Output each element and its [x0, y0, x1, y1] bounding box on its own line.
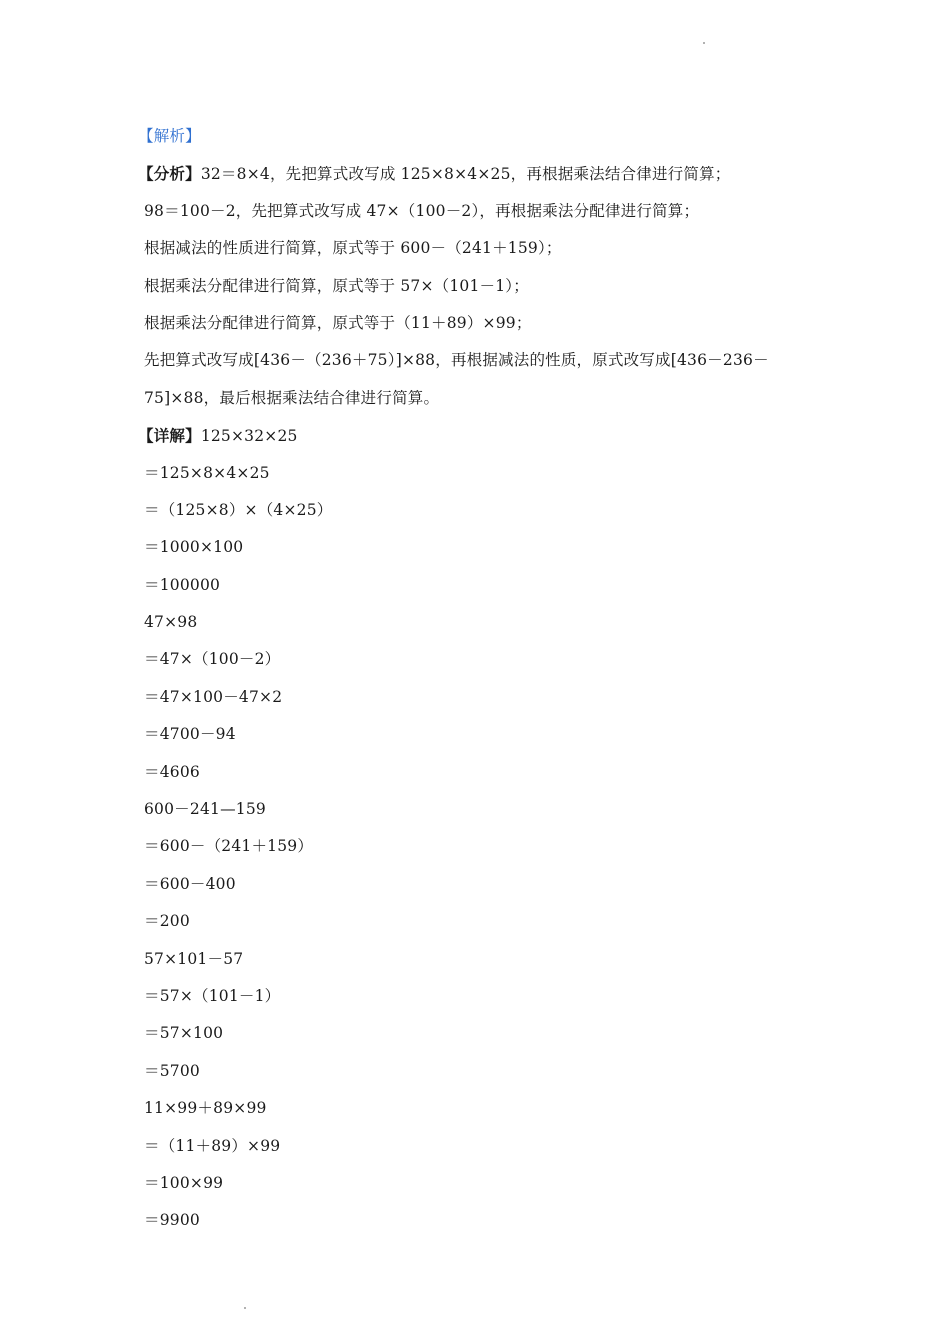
calc-step: ＝4700－94	[144, 725, 236, 744]
calc-step: ＝100000	[144, 575, 221, 594]
calc-step: ＝100×99	[144, 1173, 224, 1192]
calc-step: ＝57×100	[144, 1024, 224, 1043]
analysis-line-4: 根据乘法分配律进行简算，原式等于 57×（101－1）；	[144, 276, 529, 295]
detail-line-1	[138, 417, 804, 454]
footer-mark	[244, 1307, 246, 1309]
calc-step: ＝4606	[144, 762, 200, 781]
calc-step: ＝1000×100	[144, 538, 244, 557]
section-title: 【解析】	[138, 127, 201, 145]
calc-step: 600－241—159	[144, 800, 266, 819]
analysis-line-2: 98＝100－2，先把算式改写成 47×（100－2），再根据乘法分配律进行简算；	[144, 201, 700, 220]
analysis-line-6: 先把算式改写成[436－（236＋75）]×88，再根据减法的性质，原式改写成[436－236－	[144, 351, 769, 370]
calc-step: ＝125×8×4×25	[144, 463, 270, 482]
header-mark	[703, 42, 705, 44]
calc-step: ＝47×（100－2）	[144, 650, 281, 669]
calc-step: 11×99＋89×99	[144, 1099, 267, 1118]
analysis-label: 【分析】	[138, 164, 201, 184]
calc-step: 57×101－57	[144, 949, 244, 968]
detail-first-expression: 125×32×25	[200, 427, 298, 446]
calc-step: ＝（125×8）×（4×25）	[144, 500, 333, 519]
calc-step: ＝200	[144, 912, 190, 931]
calc-step: ＝9900	[144, 1211, 200, 1230]
calc-step: ＝（11＋89）×99	[144, 1136, 281, 1155]
analysis-text: 32＝8×4，先把算式改写成 125×8×4×25，再根据乘法结合律进行简算；	[200, 165, 731, 184]
calc-step: ＝600－400	[144, 874, 236, 893]
detail-label: 【详解】	[138, 426, 201, 446]
calc-step: ＝47×100－47×2	[144, 687, 283, 706]
calc-step: ＝5700	[144, 1061, 200, 1080]
calc-step: ＝57×（101－1）	[144, 986, 281, 1005]
analysis-line-5: 根据乘法分配律进行简算，原式等于（11＋89）×99；	[144, 313, 532, 332]
solution-content	[138, 118, 804, 1240]
analysis-line-3: 根据减法的性质进行简算，原式等于 600－（241＋159）；	[144, 239, 562, 258]
calc-step: ＝600－（241＋159）	[144, 837, 314, 856]
analysis-line-7: 75]×88，最后根据乘法结合律进行简算。	[144, 388, 440, 407]
calc-step: 47×98	[144, 613, 198, 632]
analysis-line-1	[138, 155, 804, 192]
